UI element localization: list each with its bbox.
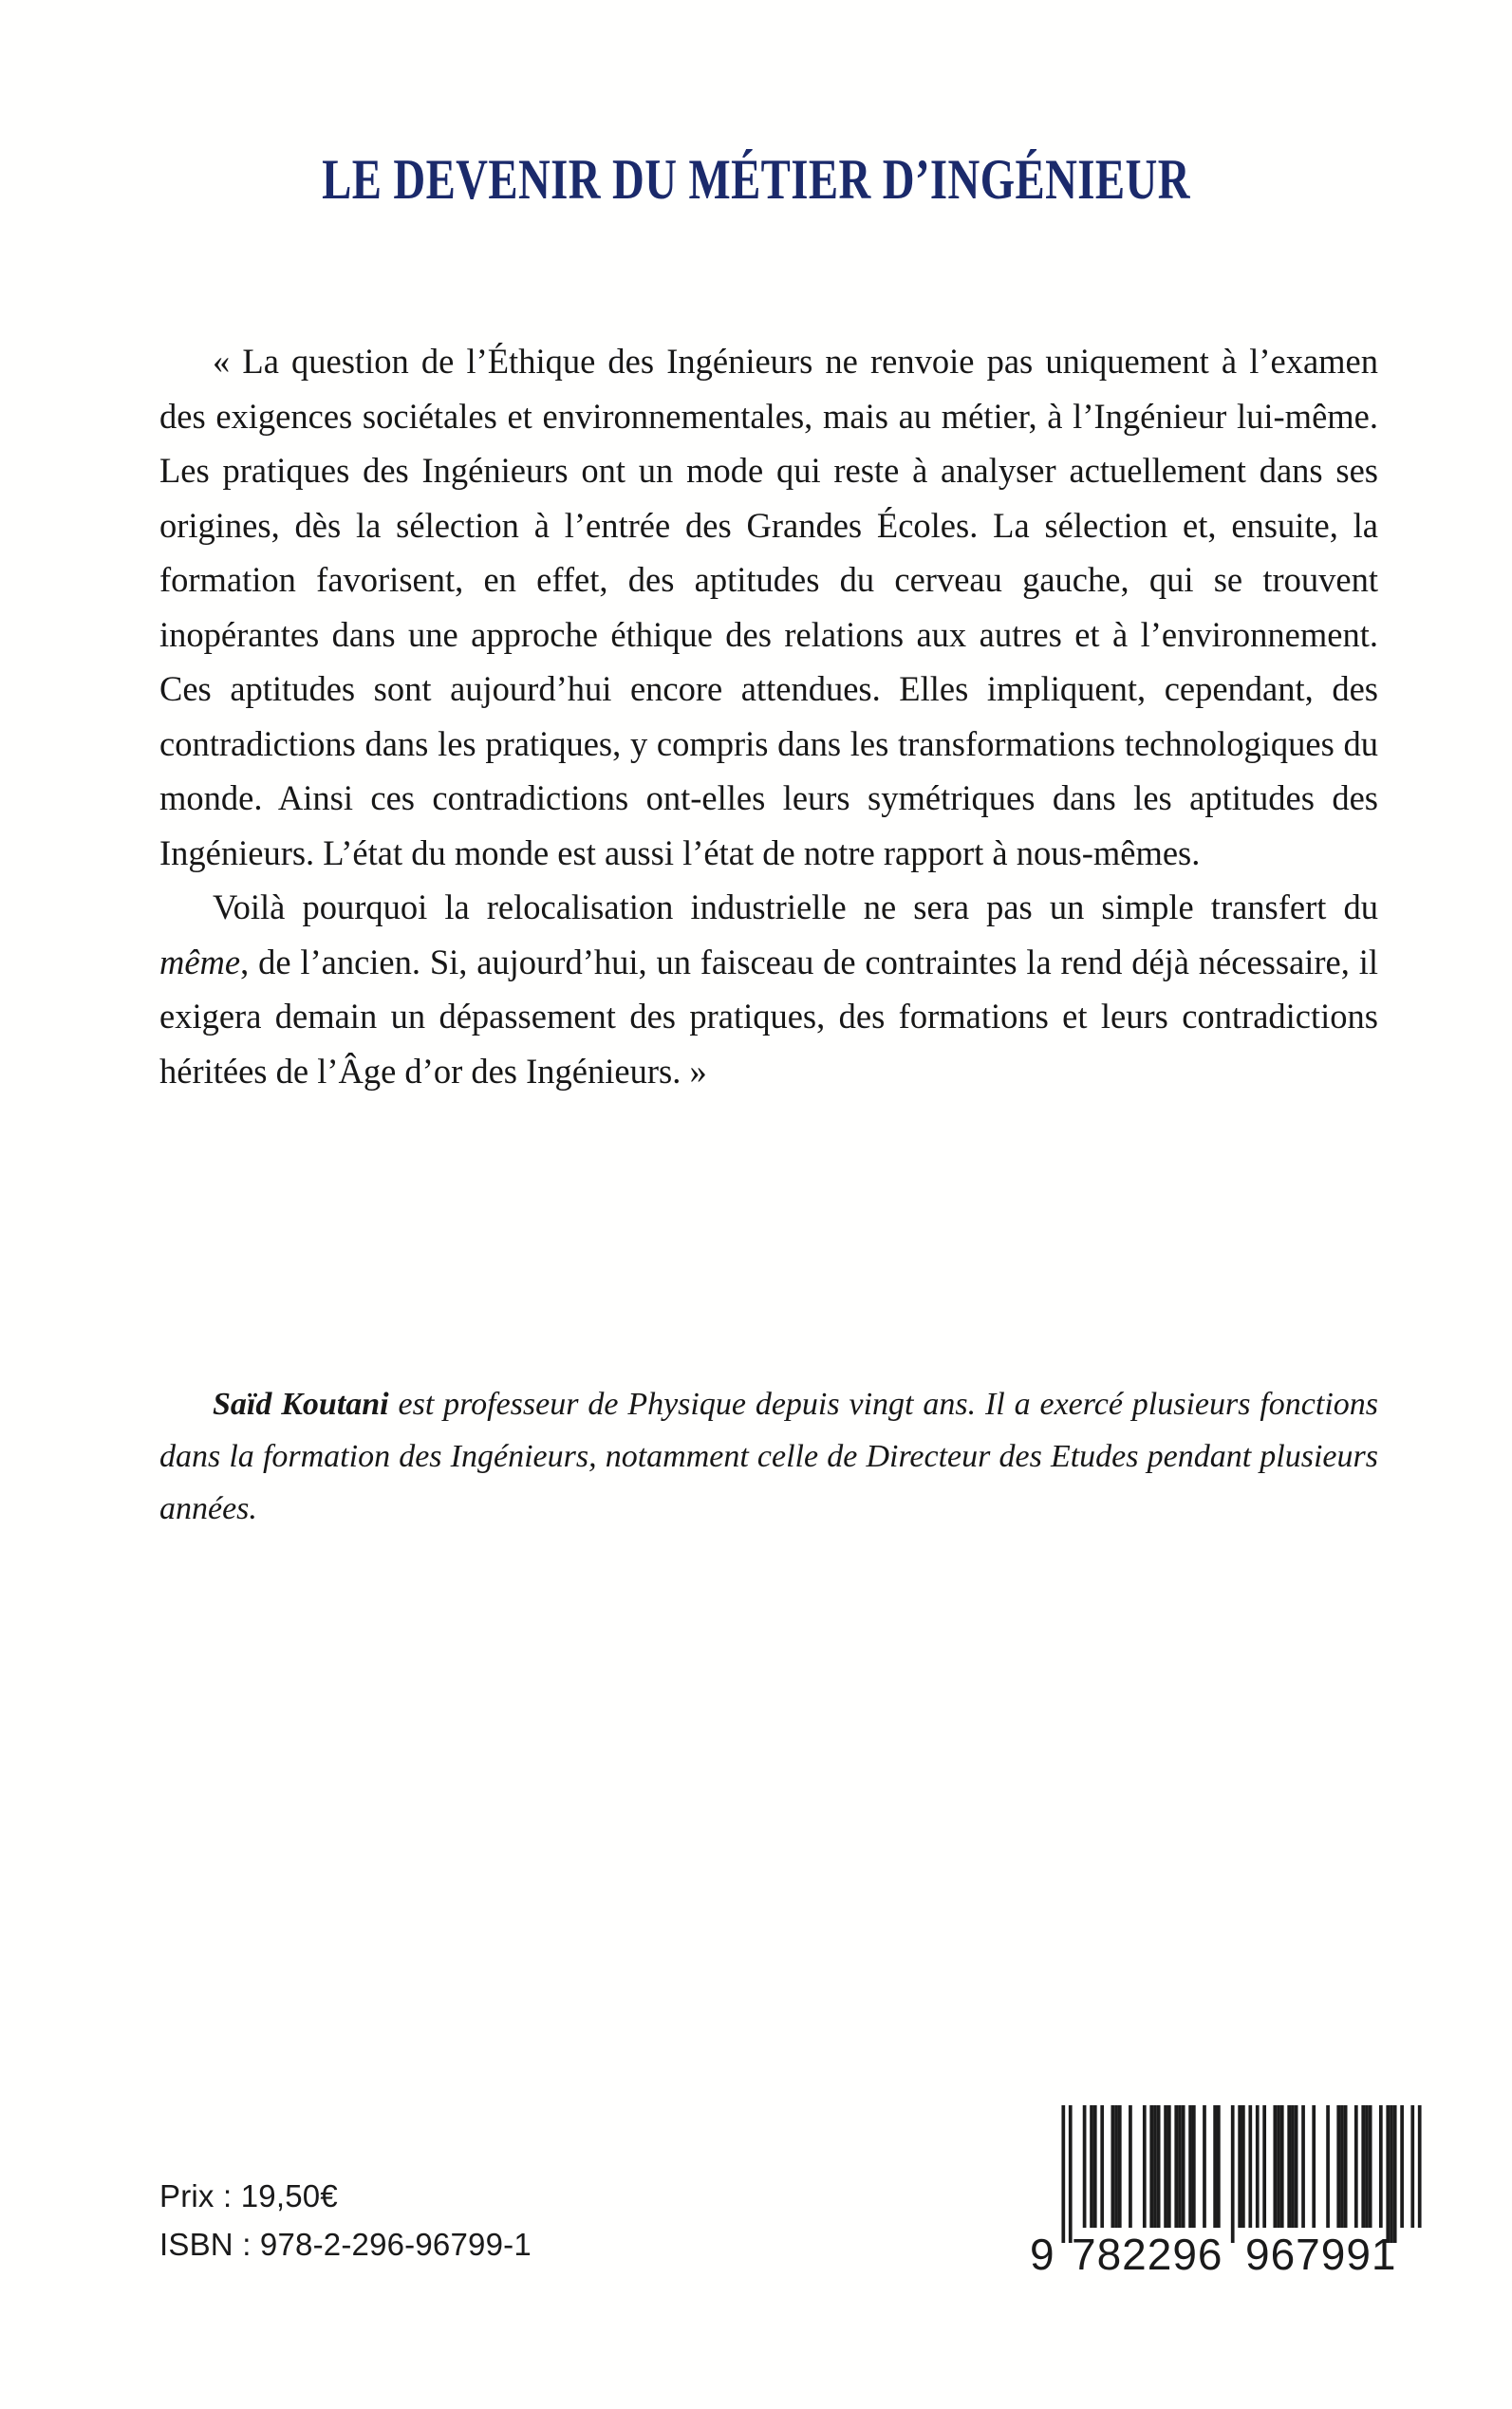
page-title: LE DEVENIR DU MÉTIER D’INGÉNIEUR xyxy=(322,148,1190,211)
quote-paragraph-2 xyxy=(159,880,1378,1098)
barcode-bars xyxy=(1030,2105,1428,2243)
barcode-digit-group-3: 967991 xyxy=(1245,2230,1397,2279)
barcode xyxy=(1030,2050,1428,2288)
barcode-digit-group-1: 9 xyxy=(1030,2230,1055,2279)
author-name: Saïd Koutani xyxy=(213,1387,389,1422)
barcode-digits xyxy=(1030,2229,1428,2282)
quote-p2-emphasis: même xyxy=(159,942,241,981)
author-bio-text: est professeur de Physique depuis vingt ans. Il a exercé plusieurs fonctions dans la formation des Ingénieurs, notamment celle de Directeur des Etudes pendant plusieurs années. xyxy=(159,1387,1379,1526)
quote-p2-part1: Voilà pourquoi la relocalisation industrielle ne sera pas un simple transfert du xyxy=(213,887,1378,926)
quote-paragraph-1: « La question de l’Éthique des Ingénieurs ne renvoie pas uniquement à l’examen des exigences sociétales et environnementales, mais au métier, à l’Ingénieur lui-même. Les pratiques des Ingénieurs ont un mode qui reste à analyser actuellement dans ses origines, dès la sélection à l’entrée des Grandes Écoles. La sélection et, ensuite, la formation favorisent, en effet, des aptitudes du cerveau gauche, qui se trouvent inopérantes dans une approche éthique des relations aux autres et à l’environnement. Ces aptitudes sont aujourd’hui encore attendues. Elles impliquent, cependant, des contradictions dans les pratiques, y compris dans les transformations technologiques du monde. Ainsi ces contradictions ont-elles leurs symétriques dans les aptitudes des Ingénieurs. L’état du monde est aussi l’état de notre rapport à nous-mêmes. xyxy=(159,342,1378,872)
quote-p2-part2: , de l’ancien. Si, aujourd’hui, un faisceau de contraintes la rend déjà nécessaire, il exigera demain un dépassement des pratiques, des formations et leurs contradictions héritées de l’Âge d’or des Ingénieurs. » xyxy=(159,942,1378,1091)
publication-meta xyxy=(159,2172,532,2269)
barcode-digit-group-2: 782296 xyxy=(1072,2230,1223,2279)
price-label: Prix : 19,50€ xyxy=(159,2178,338,2213)
author-bio-paragraph xyxy=(159,1378,1378,1535)
quote-body xyxy=(159,334,1378,1098)
isbn-label: ISBN : 978-2-296-96799-1 xyxy=(159,2227,532,2262)
author-bio xyxy=(159,1378,1378,1535)
